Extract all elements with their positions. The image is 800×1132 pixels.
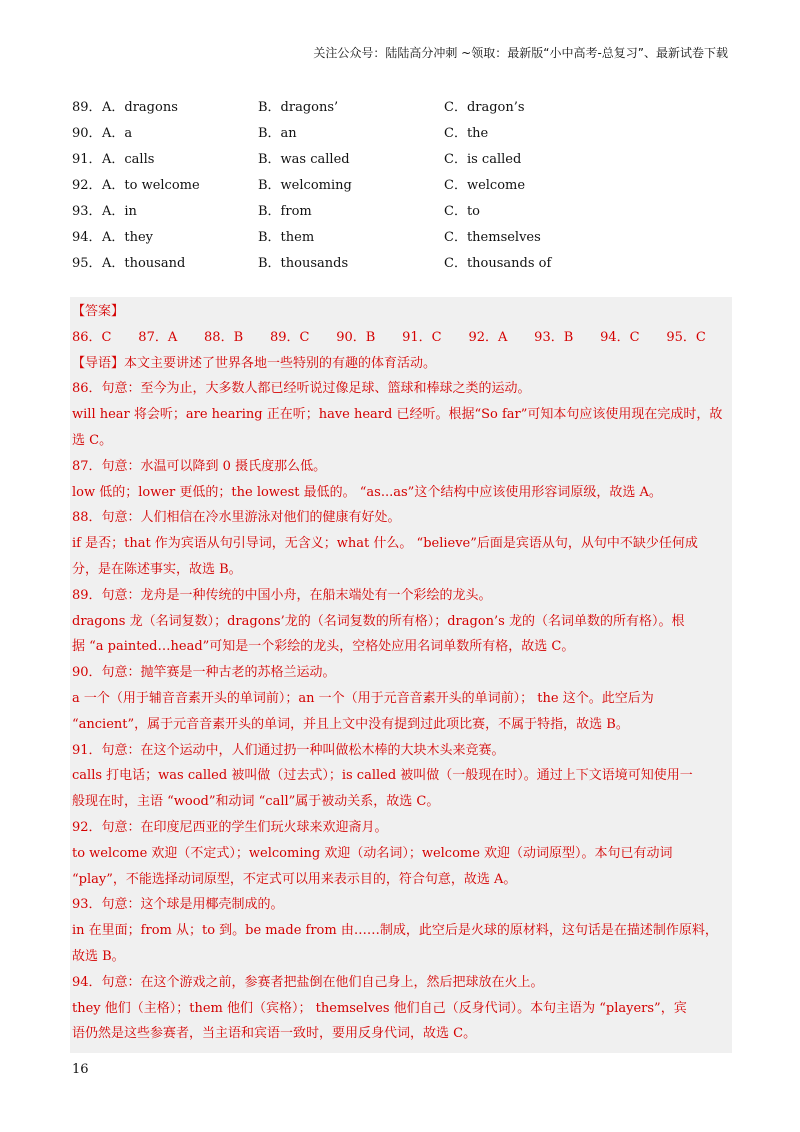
explanation-line: 87．句意：水温可以降到 0 摄氏度那么低。	[72, 458, 327, 474]
option-row-95: 95． A．thousand B．thousands C．thousands of	[72, 248, 732, 274]
explanation-line: if 是否；that 作为宾语从句引导词，无含义；what 什么。 “believe”后面是宾语从句，从句中不缺少任何成	[72, 536, 698, 552]
page-number: 16	[72, 1062, 89, 1077]
explanation-line: 般现在时，主语 “wood”和动词 “call”属于被动关系，故选 C。	[72, 794, 440, 810]
option-row-90: 90． A．a B．an C．the	[72, 118, 732, 144]
answer-key: 93．B	[534, 329, 574, 345]
option-b: B．was called	[258, 151, 350, 167]
explanation-line: 88．句意：人们相信在冷水里游泳对他们的健康有好处。	[72, 510, 401, 526]
answer-key: 87．A	[138, 329, 178, 345]
option-row-91: 91． A．calls B．was called C．is called	[72, 144, 732, 170]
explanation-line: 91．句意：在这个运动中，人们通过扔一种叫做松木棒的大块木头来竞赛。	[72, 742, 505, 758]
answer-section	[70, 297, 732, 1053]
explanation-line: 分，是在陈述事实，故选 B。	[72, 561, 242, 577]
explanation-line: in 在里面；from 从；to 到。be made from 由……制成，此空后是火球的原材料，这句话是在描述制作原料，	[72, 923, 718, 939]
explanation-line: a 一个（用于辅音音素开头的单词前）；an 一个（用于元音音素开头的单词前）； the 这个。此空后为	[72, 690, 654, 706]
explanation-line: 92．句意：在印度尼西亚的学生们玩火球来欢迎斋月。	[72, 819, 388, 835]
answer-heading: 【答案】	[72, 304, 125, 319]
option-c: C．thousands of	[444, 255, 552, 271]
option-a: A．in	[102, 203, 137, 219]
explanation-line: dragons 龙（名词复数）；dragons’龙的（名词复数的所有格）；dragon’s 龙的（名词单数的所有格）。根	[72, 613, 685, 629]
answer-key: 90．B	[336, 329, 376, 345]
option-row-94: 94． A．they B．them C．themselves	[72, 222, 732, 248]
option-b: B．welcoming	[258, 177, 352, 193]
explanation-line: low 低的；lower 更低的；the lowest 最低的。 “as...as”这个结构中应该使用形容词原级，故选 A。	[72, 484, 662, 500]
explanation-line: “play”，不能选择动词原型，不定式可以用来表示目的，符合句意，故选 A。	[72, 871, 517, 887]
option-b: B．dragons’	[258, 99, 339, 115]
option-a: A．a	[102, 125, 133, 141]
option-b: B．thousands	[258, 255, 349, 271]
option-b: B．from	[258, 203, 312, 219]
explanation-line: 选 C。	[72, 432, 113, 448]
explanation-line: will hear 将会听；are hearing 正在听；have heard 已经听。根据“So far”可知本句应该使用现在完成时，故	[72, 407, 723, 423]
options-list	[72, 92, 732, 274]
explanation-line: 【导语】本文主要讲述了世界各地一些特别的有趣的体育活动。	[72, 355, 437, 371]
option-c: C．is called	[444, 151, 522, 167]
option-b: B．them	[258, 229, 315, 245]
answer-key: 86．C	[72, 329, 112, 345]
explanation-line: 86．句意：至今为止，大多数人都已经听说过像足球、篮球和棒球之类的运动。	[72, 381, 531, 397]
answer-key: 94．C	[600, 329, 640, 345]
explanation-line: 93．句意：这个球是用椰壳制成的。	[72, 897, 284, 913]
option-a: A．thousand	[102, 255, 186, 271]
option-a: A．they	[102, 229, 154, 245]
explanation-line: “ancient”，属于元音音素开头的单词，并且上文中没有提到过此项比赛，不属于特指，故选 B。	[72, 716, 629, 732]
option-c: C．to	[444, 203, 480, 219]
explanation-line: 语仍然是这些参赛者，当主语和宾语一致时，要用反身代词，故选 C。	[72, 1026, 477, 1042]
option-a: A．to welcome	[102, 177, 200, 193]
explanation-line: calls 打电话；was called 被叫做（过去式）；is called 被叫做（一般现在时）。通过上下文语境可知使用一	[72, 768, 693, 784]
option-b: B．an	[258, 125, 297, 141]
header-note: 关注公众号：陆陆高分冲刺 ~领取：最新版“小中高考-总复习”、最新试卷下载	[313, 46, 728, 60]
answer-key: 92．A	[468, 329, 508, 345]
explanation-line: to welcome 欢迎（不定式）；welcoming 欢迎（动名词）；welcome 欢迎（动词原型）。本句已有动词	[72, 845, 673, 861]
answer-key: 95．C	[666, 329, 706, 345]
explanation-line: 故选 B。	[72, 948, 125, 964]
option-c: C．the	[444, 125, 489, 141]
option-a: A．dragons	[102, 99, 178, 115]
option-row-93: 93． A．in B．from C．to	[72, 196, 732, 222]
answer-key: 89．C	[269, 329, 310, 345]
option-c: C．welcome	[444, 177, 526, 193]
explanation-line: 94．句意：在这个游戏之前，参赛者把盐倒在他们自己身上，然后把球放在火上。	[72, 974, 544, 990]
answer-key: 88．B	[204, 329, 244, 345]
answer-key: 91．C	[402, 329, 442, 345]
option-row-89: 89． A．dragons B．dragons’ C．dragon’s	[72, 92, 732, 118]
option-a: A．calls	[102, 151, 155, 167]
option-c: C．themselves	[444, 229, 541, 245]
explanation-line: 89．句意：龙舟是一种传统的中国小舟，在船末端处有一个彩绘的龙头。	[72, 587, 492, 603]
option-row-92: 92． A．to welcome B．welcoming C．welcome	[72, 170, 732, 196]
answer-keys	[72, 325, 706, 351]
explanation-line: 90．句意：抛竿赛是一种古老的苏格兰运动。	[72, 665, 336, 681]
explanation-line: they 他们（主格）；them 他们（宾格）； themselves 他们自己（反身代词）。本句主语为 “players”，宾	[72, 1000, 687, 1016]
explanation-line: 据 “a painted…head”可知是一个彩绘的龙头，空格处应用名词单数所有格，故选 C。	[72, 639, 575, 655]
option-c: C．dragon’s	[444, 99, 525, 115]
